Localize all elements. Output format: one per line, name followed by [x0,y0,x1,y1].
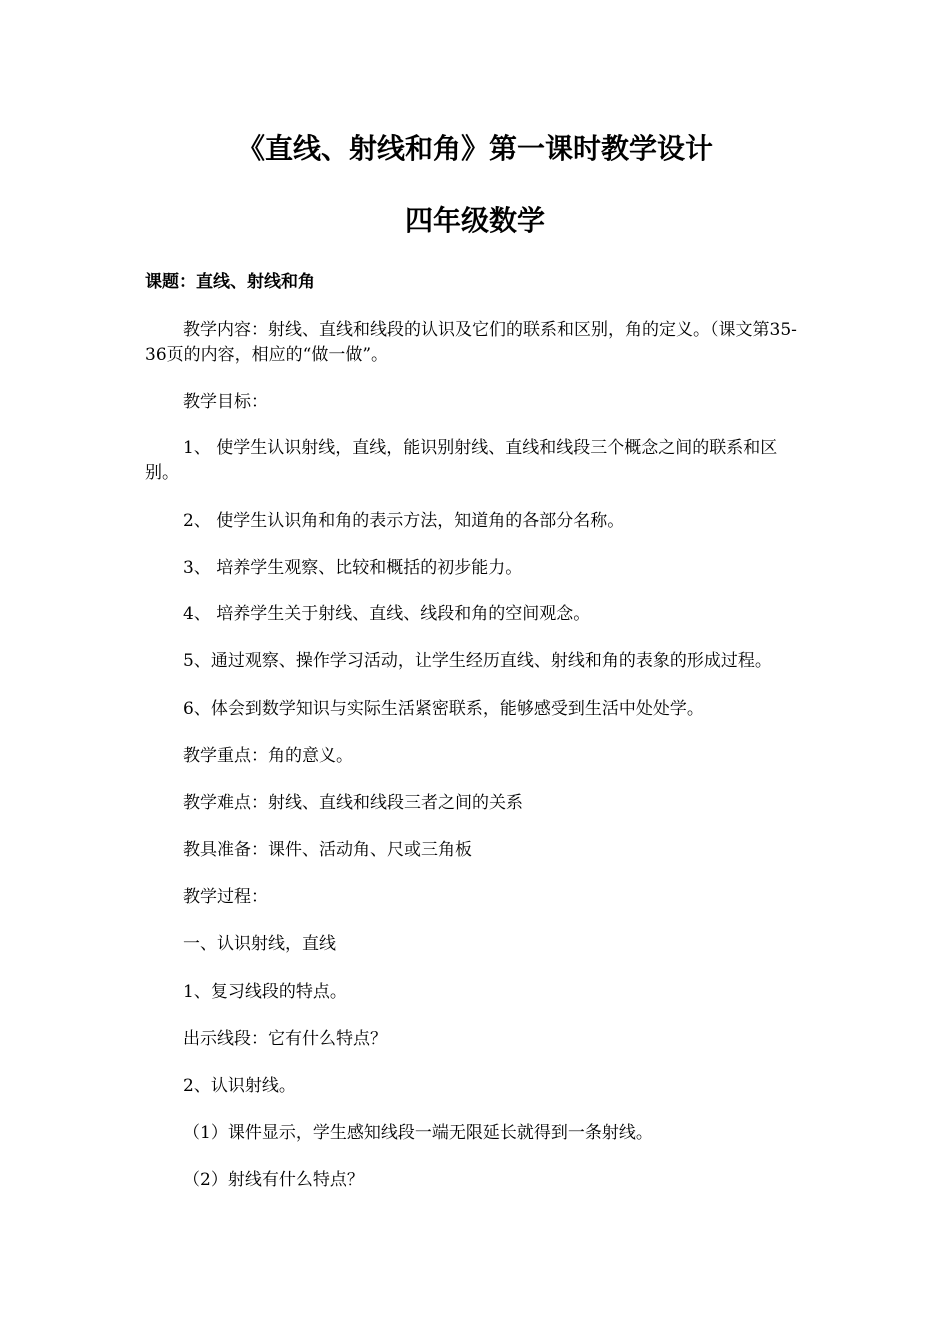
topic-line: 课题：直线、射线和角 [145,272,315,292]
content-paragraph: 教学内容：射线、直线和线段的认识及它们的联系和区别，角的定义。（课文第35-36页的内容，相应的“做一做”。 [145,320,797,365]
materials-line: 教具准备：课件、活动角、尺或三角板 [183,840,472,860]
step-2-b-line: （2）射线有什么特点？ [183,1170,364,1190]
step-1-detail-line: 出示线段：它有什么特点？ [183,1029,387,1049]
objective-item-4: 4、 培养学生关于射线、直线、线段和角的空间观念。 [183,604,591,624]
step-2-line: 2、认识射线。 [183,1076,296,1096]
section-heading-1: 一、认识射线，直线 [183,934,336,954]
objectives-heading: 教学目标： [183,392,268,412]
process-heading: 教学过程： [183,887,268,907]
document-title: 《直线、射线和角》第一课时教学设计 [236,132,713,165]
objective-item-6: 6、体会到数学知识与实际生活紧密联系，能够感受到生活中处处学。 [183,699,704,719]
objective-item-2: 2、 使学生认识角和角的表示方法，知道角的各部分名称。 [183,511,625,531]
objective-item-5: 5、通过观察、操作学习活动，让学生经历直线、射线和角的表象的形成过程。 [183,651,772,671]
difficulty-line: 教学难点：射线、直线和线段三者之间的关系 [183,793,523,813]
step-1-line: 1、复习线段的特点。 [183,982,347,1002]
objective-item-1: 1、 使学生认识射线，直线，能识别射线、直线和线段三个概念之间的联系和区别。 [145,438,778,483]
step-2-a-line: （1）课件显示，学生感知线段一端无限延长就得到一条射线。 [183,1123,653,1143]
key-point-line: 教学重点：角的意义。 [183,746,353,766]
document-subtitle: 四年级数学 [404,204,545,237]
objective-item-3: 3、 培养学生观察、比较和概括的初步能力。 [183,558,523,578]
